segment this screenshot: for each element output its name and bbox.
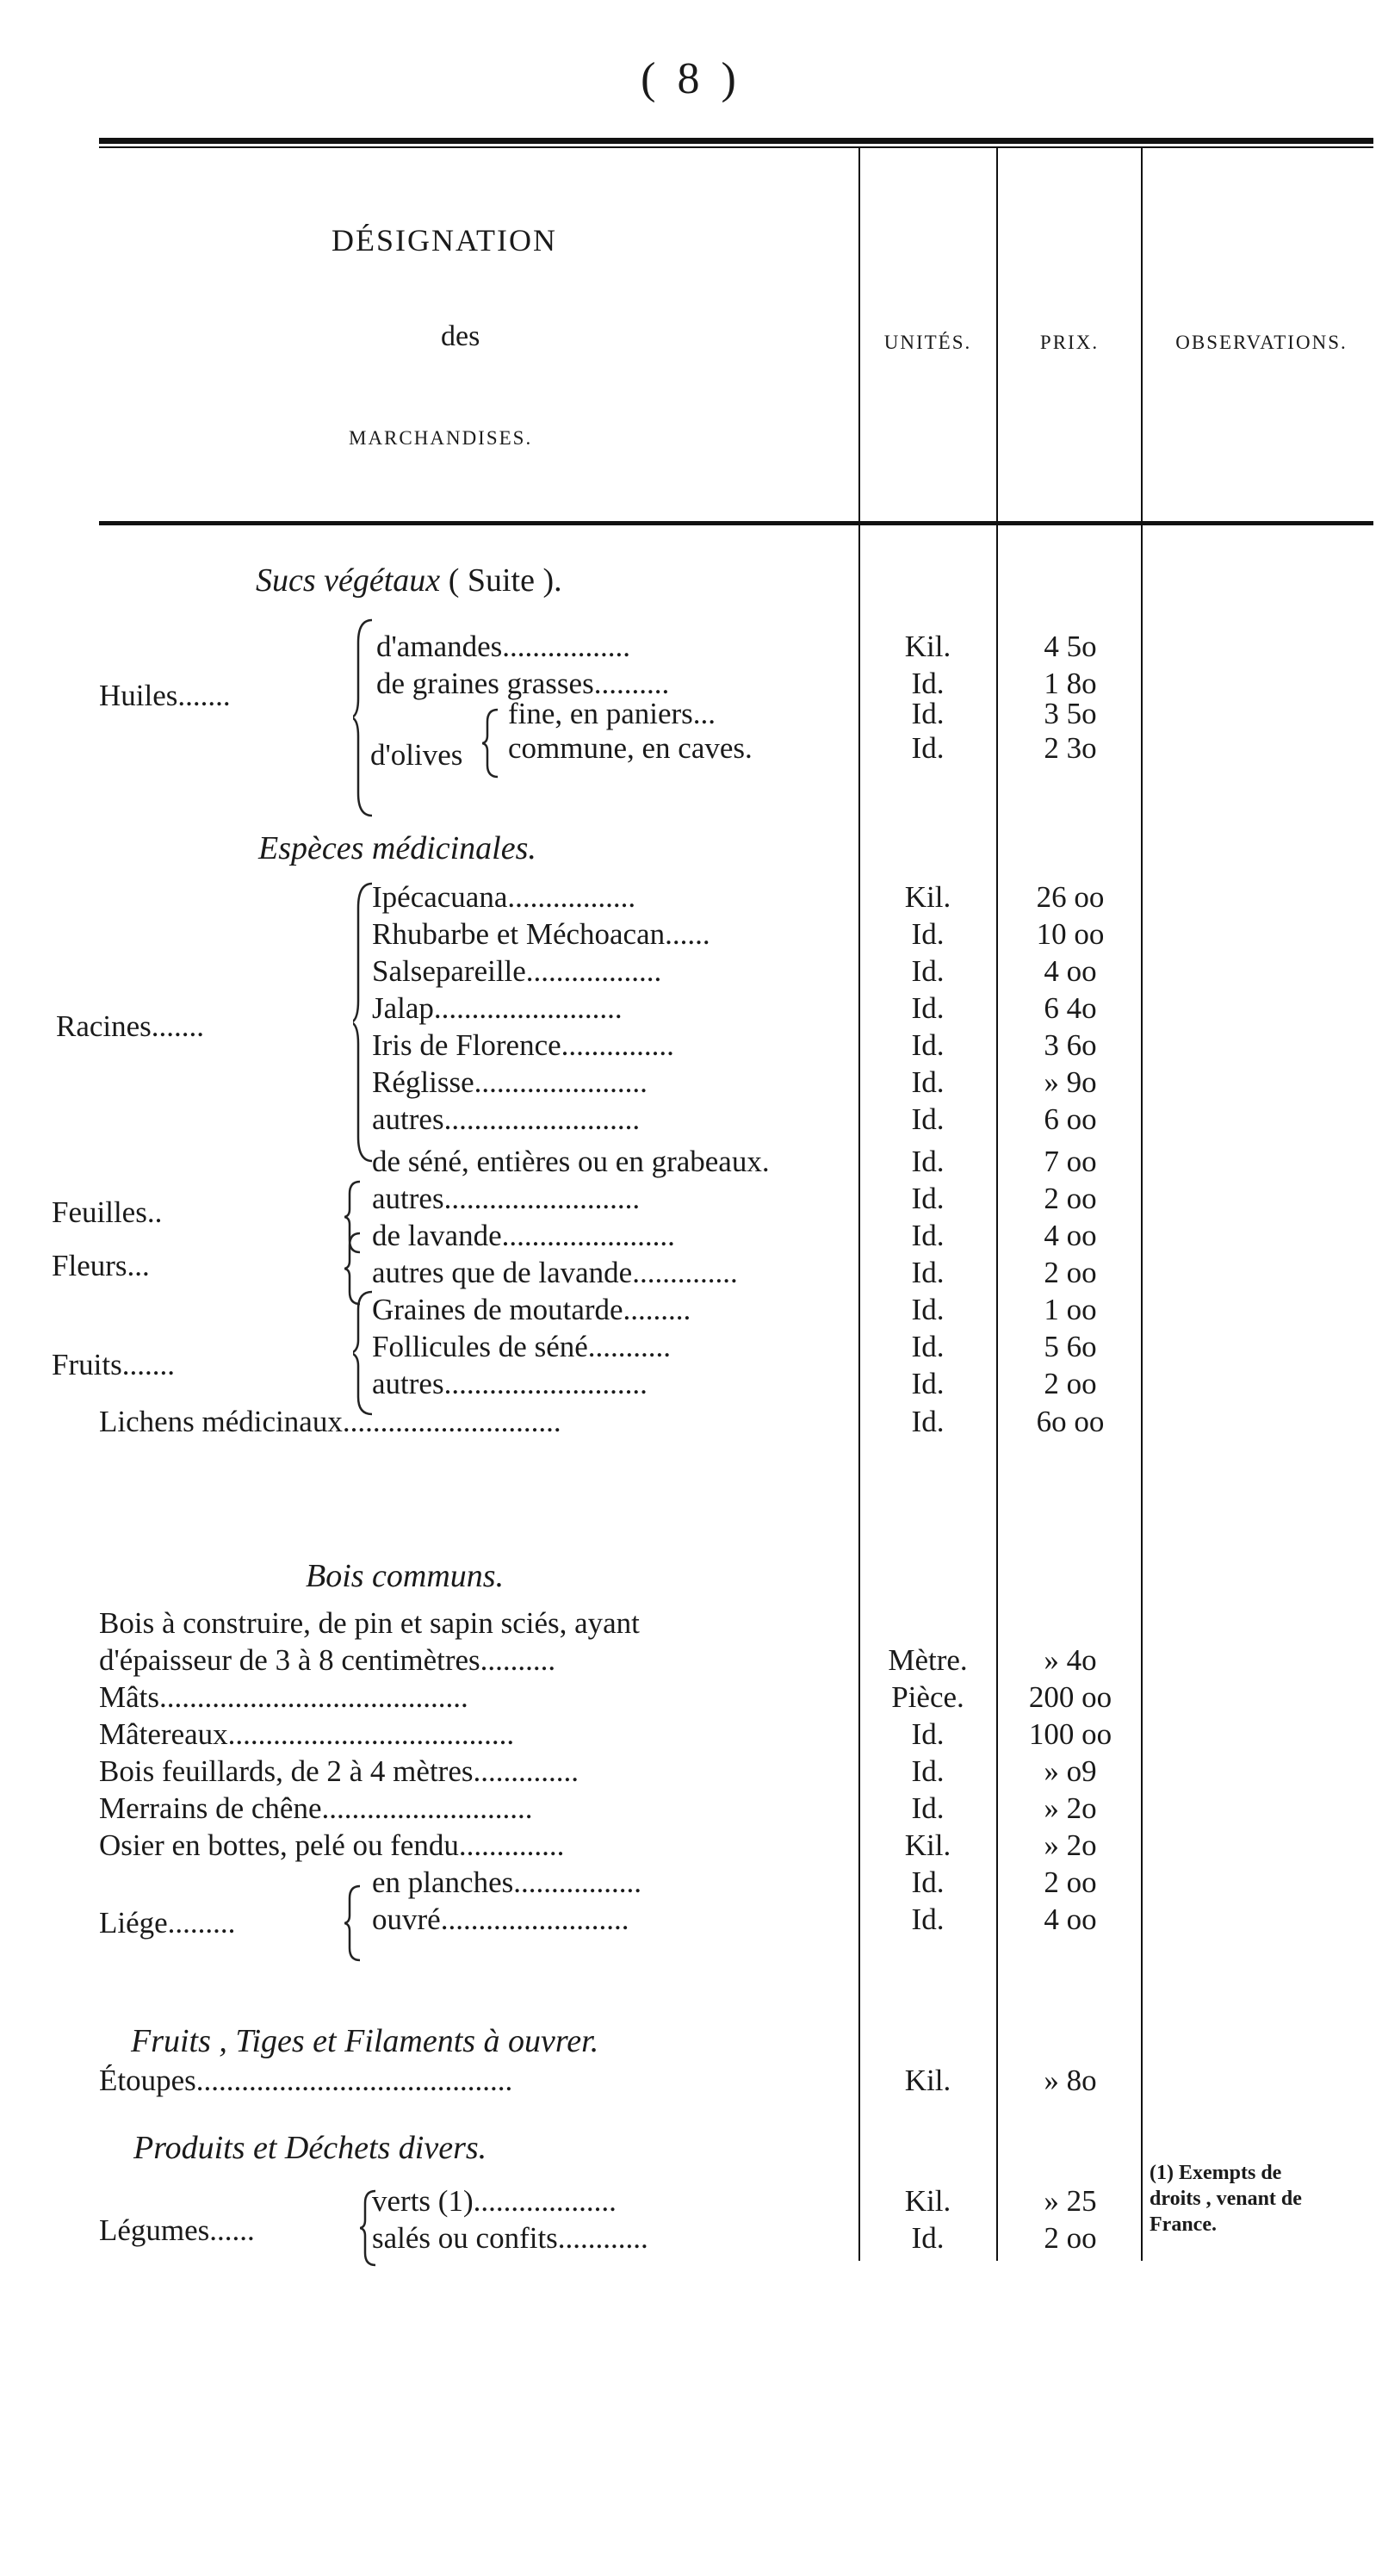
row-price: 6 oo <box>1044 1102 1097 1136</box>
row-price: 5 6o <box>1044 1330 1097 1363</box>
section-title-especes: Espèces médicinales. <box>258 830 536 866</box>
page-number: ( 8 ) <box>641 54 741 103</box>
row-label: autres.......................... <box>372 1182 641 1215</box>
section-title-fruits-tiges: Fruits , Tiges et Filaments à ouvrer. <box>131 2023 599 2059</box>
row-unit: Id. <box>911 1330 945 1363</box>
brace-huiles <box>353 617 379 819</box>
row-label: Iris de Florence............... <box>372 1028 674 1062</box>
row-label: Jalap......................... <box>372 991 623 1025</box>
footnote-line-1: (1) Exempts de <box>1150 2162 1282 2184</box>
row-unit: Id. <box>911 1219 945 1252</box>
row-unit: Id. <box>911 1293 945 1326</box>
row-price <box>1001 1605 1139 1642</box>
row-label: Merrains de chêne............................ <box>99 1791 533 1825</box>
row-price: 10 oo <box>1036 917 1105 951</box>
footnote <box>1150 2160 1302 2238</box>
row-unit: Kil. <box>904 630 951 663</box>
group-label-dolives: d'olives <box>370 738 463 772</box>
row-unit: Id. <box>911 1065 945 1099</box>
row-unit: Id. <box>911 667 945 700</box>
row-unit <box>865 1605 990 1642</box>
row-price: 4 oo <box>1044 954 1097 988</box>
row-price: 4 oo <box>1044 1903 1097 1936</box>
group-label-liege: Liége......... <box>99 1906 236 1940</box>
header-prix: PRIX. <box>1039 332 1100 353</box>
row-unit: Id. <box>911 1865 945 1899</box>
row-unit: Id. <box>911 1405 945 1438</box>
row-price: 2 oo <box>1044 1367 1097 1400</box>
row-label: de lavande....................... <box>372 1219 675 1252</box>
row-unit: Id. <box>911 1145 945 1178</box>
row-unit: Id. <box>911 1182 945 1215</box>
group-label-racines: Racines....... <box>56 1009 205 1043</box>
row-unit: Id. <box>911 1903 945 1936</box>
footnote-line-2: droits , venant de <box>1150 2188 1302 2210</box>
row-label: Lichens médicinaux............................. <box>99 1405 561 1438</box>
row-unit: Id. <box>911 1367 945 1400</box>
row-label: en planches................. <box>372 1865 641 1899</box>
row-unit: Id. <box>911 1754 945 1788</box>
row-label: Graines de moutarde......... <box>372 1293 691 1326</box>
row-unit: Kil. <box>904 2184 951 2218</box>
row-label: d'amandes................. <box>376 630 631 663</box>
row-unit: Id. <box>911 917 945 951</box>
row-label: Étoupes.......................................... <box>99 2064 513 2097</box>
column-divider-prix <box>1141 146 1143 2261</box>
group-label-legumes: Légumes...... <box>99 2213 255 2247</box>
row-price: » 25 <box>1044 2184 1097 2218</box>
row-unit: Id. <box>911 697 945 730</box>
row-price: » 2o <box>1044 1791 1097 1825</box>
row-price: » o9 <box>1044 1754 1097 1788</box>
row-unit: Mètre. <box>888 1643 968 1677</box>
row-price: 6 4o <box>1044 991 1097 1025</box>
header-unites: UNITÉS. <box>883 332 972 353</box>
row-label: Salsepareille.................. <box>372 954 662 988</box>
row-price: 100 oo <box>1028 1717 1112 1751</box>
header-rule <box>99 521 1373 525</box>
brace-liege <box>344 1883 365 1964</box>
row-price: 4 5o <box>1044 630 1097 663</box>
row-label: Follicules de séné........... <box>372 1330 672 1363</box>
row-price: 7 oo <box>1044 1145 1097 1178</box>
row-label: de séné, entières ou en grabeaux. <box>372 1145 770 1178</box>
column-divider-unites <box>996 146 998 2261</box>
row-price: » 4o <box>1044 1643 1097 1677</box>
row-label: verts (1)................... <box>372 2184 617 2218</box>
row-price: 1 oo <box>1044 1293 1097 1326</box>
header-observations: OBSERVATIONS. <box>1175 332 1348 353</box>
row-price: 26 oo <box>1036 880 1105 914</box>
row-unit: Id. <box>911 1717 945 1751</box>
top-rule <box>99 138 1373 144</box>
row-label: Bois à construire, de pin et sapin sciés, ayant <box>99 1606 640 1640</box>
row-label: Bois feuillards, de 2 à 4 mètres.............. <box>99 1754 579 1788</box>
row-unit: Kil. <box>904 880 951 914</box>
row-price: 3 6o <box>1044 1028 1097 1062</box>
header-designation: DÉSIGNATION <box>332 223 557 258</box>
column-divider-designation <box>858 146 860 2261</box>
row-price: » 9o <box>1044 1065 1097 1099</box>
row-unit: Kil. <box>904 2064 951 2097</box>
row-unit: Id. <box>911 1028 945 1062</box>
row-label: salés ou confits............ <box>372 2221 648 2255</box>
section-title-sucs: Sucs végétaux <box>256 562 441 599</box>
footnote-line-3: France. <box>1150 2213 1217 2236</box>
row-price: 4 oo <box>1044 1219 1097 1252</box>
row-price: 3 5o <box>1044 697 1097 730</box>
row-label: Rhubarbe et Méchoacan...... <box>372 917 710 951</box>
group-label-huiles: Huiles....... <box>99 679 231 712</box>
row-price: 2 oo <box>1044 2221 1097 2255</box>
row-label: autres que de lavande.............. <box>372 1256 738 1289</box>
row-price: » 8o <box>1044 2064 1097 2097</box>
row-label: autres.......................... <box>372 1102 641 1136</box>
row-price: 6o oo <box>1036 1405 1105 1438</box>
row-unit: Pièce. <box>891 1680 964 1714</box>
row-label: ouvré......................... <box>372 1903 629 1936</box>
row-unit: Id. <box>911 1791 945 1825</box>
row-price: » 2o <box>1044 1828 1097 1862</box>
row-label: Mâtereaux...................................... <box>99 1717 515 1751</box>
top-rule-thin <box>99 146 1373 148</box>
row-label: commune, en caves. <box>508 731 753 765</box>
group-label-fruits: Fruits....... <box>52 1348 175 1381</box>
row-unit: Id. <box>911 1256 945 1289</box>
row-price: 2 oo <box>1044 1182 1097 1215</box>
header-des: des <box>441 320 480 352</box>
row-price: 1 8o <box>1044 667 1097 700</box>
section-title-bois: Bois communs. <box>306 1558 505 1594</box>
section-suite: ( Suite ). <box>448 562 562 599</box>
row-price: 2 oo <box>1044 1865 1097 1899</box>
section-title-produits: Produits et Déchets divers. <box>133 2130 487 2166</box>
header-marchandises: MARCHANDISES. <box>349 427 533 449</box>
row-price: 2 oo <box>1044 1256 1097 1289</box>
row-label: de graines grasses.......... <box>376 667 670 700</box>
group-label-fleurs: Fleurs... <box>52 1249 150 1282</box>
row-unit: Kil. <box>904 1828 951 1862</box>
row-label: Réglisse....................... <box>372 1065 648 1099</box>
row-label: Ipécacuana................. <box>372 880 636 914</box>
row-unit: Id. <box>911 954 945 988</box>
row-unit: Id. <box>911 731 945 765</box>
row-label: d'épaisseur de 3 à 8 centimètres.......... <box>99 1643 556 1677</box>
row-label: autres........................... <box>372 1367 648 1400</box>
row-unit: Id. <box>911 1102 945 1136</box>
row-label: Osier en bottes, pelé ou fendu.............. <box>99 1828 565 1862</box>
row-label: fine, en paniers... <box>508 697 716 730</box>
brace-dolives <box>482 706 503 780</box>
row-unit: Id. <box>911 991 945 1025</box>
row-label: Mâts......................................... <box>99 1680 468 1714</box>
group-label-feuilles: Feuilles.. <box>52 1195 163 1229</box>
section-title-sucs-vegetaux <box>256 562 562 599</box>
row-price: 200 oo <box>1028 1680 1112 1714</box>
row-unit: Id. <box>911 2221 945 2255</box>
row-price: 2 3o <box>1044 731 1097 765</box>
